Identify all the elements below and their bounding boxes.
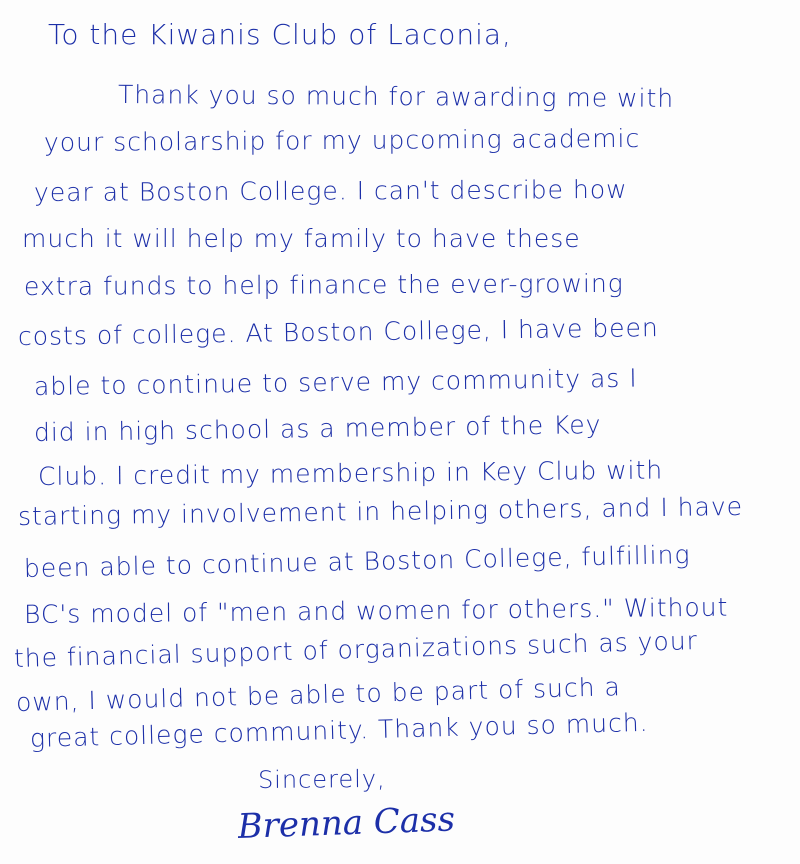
letter-line: Thank you so much for awarding me with — [117, 80, 675, 113]
letter-line: BC's model of "men and women for others." Without — [23, 592, 729, 629]
letter-line: able to continue to serve my community as I — [33, 363, 638, 401]
letter-line: been able to continue at Boston College, fulfilling — [23, 540, 691, 583]
letter-line: extra funds to help finance the ever-growing — [23, 268, 624, 301]
signature-graphic — [238, 790, 498, 860]
letter-greeting: To the Kiwanis Club of Laconia, — [48, 18, 512, 51]
letter-line: own, I would not be able to be part of such a — [15, 672, 622, 717]
letter-line: starting my involvement in helping others, and I have — [17, 491, 744, 531]
letter-line: did in high school as a member of the Key — [33, 410, 602, 447]
letter-line: Club. I credit my membership in Key Club with — [37, 455, 664, 491]
letter-line: the financial support of organizations such as your — [13, 626, 699, 673]
letter-line: great college community. Thank you so much. — [29, 707, 649, 753]
letter-line: year at Boston College. I can't describe how — [33, 174, 628, 207]
letter-closing: Sincerely, — [257, 764, 386, 794]
signature-text: Brenna Cass — [238, 799, 456, 847]
letter-line: costs of college. At Boston College, I have been — [17, 313, 659, 351]
signature — [238, 790, 498, 860]
letter-line: your scholarship for my upcoming academic — [43, 123, 641, 157]
letter-line: much it will help my family to have these — [22, 224, 581, 253]
